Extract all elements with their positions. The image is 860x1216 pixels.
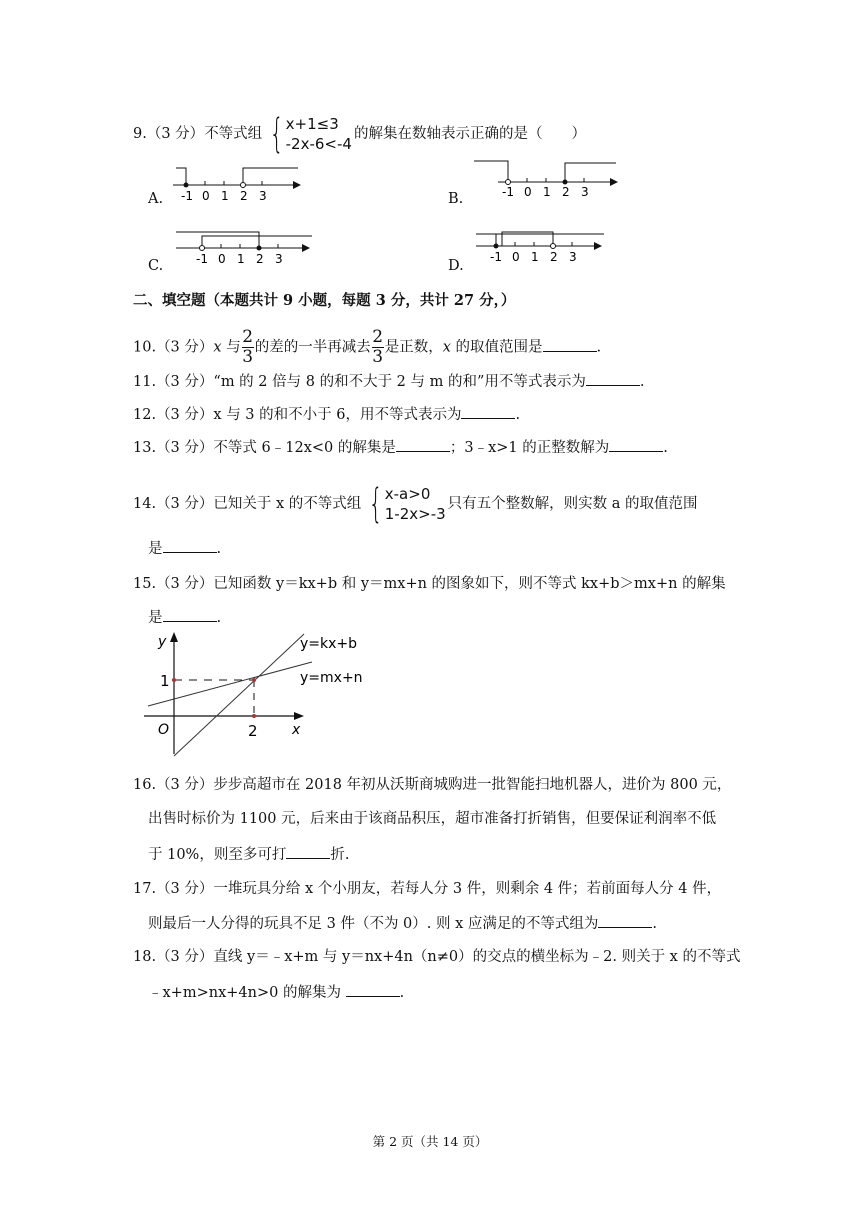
ticks [186, 181, 262, 185]
tick-label: 2 [240, 189, 248, 203]
question-14: 14.（3 分）已知关于 x 的不等式组 { x-a>0 1-2x>-3 只有五个整数解，则实数 a 的取值范围 [133, 481, 698, 527]
answer-blank[interactable] [346, 982, 400, 997]
tick-label: -1 [490, 250, 502, 264]
tick-label: 1 [531, 250, 539, 264]
answer-blank[interactable] [396, 437, 450, 452]
option-a-label[interactable]: A. [148, 191, 164, 207]
tick-label: 2 [256, 252, 264, 266]
question-text: 的解集在数轴表示正确的是（ ） [353, 126, 586, 142]
fraction: $\frac{2}{3}$ [242, 327, 254, 367]
option-b-number-line[interactable] [470, 155, 620, 199]
question-17-line-2: 则最后一人分得的玩具不足 3 件（不为 0）. 则 x 应满足的不等式组为 . [148, 913, 657, 934]
question-16: 16.（3 分）步步高超市在 2018 年初从沃斯商城购进一批智能扫地机器人，进价为 800 元， [133, 777, 732, 793]
line-label-kxb: y=kx+b [300, 636, 358, 652]
y-axis-label: y [158, 634, 167, 650]
question-18-line-2: ﹣x+m>nx+4n>0 的解集为 . [148, 982, 404, 1003]
origin-label: O [158, 722, 170, 738]
x-axis-label: x [292, 722, 301, 738]
tick-label: 0 [218, 252, 226, 266]
question-score: （3 分） [146, 126, 205, 142]
page-footer: 第 2 页（共 14 页） [372, 1134, 488, 1149]
question-16-line-2: 出售时标价为 1100 元，后来由于该商品积压，超市准备打折销售，但要保证利润率不低 [148, 811, 717, 827]
answer-blank[interactable] [609, 437, 663, 452]
tick-label: 0 [512, 250, 520, 264]
fraction: $\frac{2}{3}$ [372, 327, 384, 367]
tick-label: 0 [202, 189, 210, 203]
question-15: 15.（3 分）已知函数 y＝kx+b 和 y＝mx+n 的图象如下，则不等式 kx+b＞mx+n 的解集 [133, 576, 726, 592]
question-13: 13.（3 分）不等式 6﹣12x<0 的解集是 ；3﹣x>1 的正整数解为 . [133, 437, 668, 458]
question-15-continued: 是 . [148, 607, 221, 628]
question-10: 10.（3 分）x 与 $\frac{2}{3}$ 的差的一半再减去 $\frac{2}{3}$ 是正数，x 的取值范围是 . [133, 327, 602, 367]
question-11: 11.（3 分）“m 的 2 倍与 8 的和不大于 2 与 m 的和”用不等式表示为 . [133, 371, 645, 392]
inequality-system: { x-a>0 1-2x>-3 [369, 481, 446, 527]
tick-label: 3 [275, 252, 283, 266]
question-16-line-3: 于 10%，则至多可打 折. [148, 844, 349, 865]
tick-label: 0 [524, 185, 532, 199]
answer-blank[interactable] [286, 844, 330, 859]
function-graph [140, 628, 370, 758]
answer-blank[interactable] [586, 371, 640, 386]
question-number: 9. [133, 126, 147, 142]
option-c-label[interactable]: C. [148, 258, 164, 274]
tick-label: 2 [562, 185, 570, 199]
option-c-number-line[interactable] [172, 224, 317, 268]
option-a-number-line[interactable] [168, 160, 308, 204]
system-row-1: x+1≤3 [285, 115, 339, 133]
tick-label: -1 [502, 185, 514, 199]
question-12: 12.（3 分）x 与 3 的和不小于 6，用不等式表示为 . [133, 404, 520, 425]
tick-label-1: 1 [160, 672, 170, 690]
answer-blank[interactable] [461, 404, 515, 419]
option-b-label[interactable]: B. [448, 191, 464, 207]
option-d-number-line[interactable] [472, 222, 612, 266]
tick-label: 1 [221, 189, 229, 203]
tick-label: 3 [569, 250, 577, 264]
tick-label: -1 [196, 252, 208, 266]
tick-label-2: 2 [248, 722, 258, 740]
system-row-2: -2x-6<-4 [285, 135, 352, 153]
answer-blank[interactable] [163, 538, 217, 553]
question-14-continued: 是 . [148, 538, 221, 559]
section-heading: 二、填空题（本题共计 9 小题，每题 3 分，共计 27 分，） [133, 292, 516, 309]
question-9 [133, 111, 586, 157]
option-d-label[interactable]: D. [448, 258, 464, 274]
question-18: 18.（3 分）直线 y＝﹣x+m 与 y＝nx+4n（n≠0）的交点的横坐标为﹣2. 则关于 x 的不等式 [133, 949, 741, 965]
answer-blank[interactable] [163, 607, 217, 622]
tick-label: 2 [550, 250, 558, 264]
line-label-mxn: y=mx+n [300, 670, 363, 686]
tick-label: -1 [181, 189, 193, 203]
tick-label: 3 [581, 185, 589, 199]
question-text: 不等式组 [204, 126, 263, 142]
question-17: 17.（3 分）一堆玩具分给 x 个小朋友，若每人分 3 件，则剩余 4 件；若前面每人分 4 件， [133, 881, 722, 897]
answer-blank[interactable] [598, 913, 652, 928]
tick-label: 3 [259, 189, 267, 203]
inequality-system: { x+1≤3 -2x-6<-4 [269, 111, 352, 157]
tick-label: 1 [237, 252, 245, 266]
answer-blank[interactable] [543, 337, 597, 352]
tick-label: 1 [543, 185, 551, 199]
